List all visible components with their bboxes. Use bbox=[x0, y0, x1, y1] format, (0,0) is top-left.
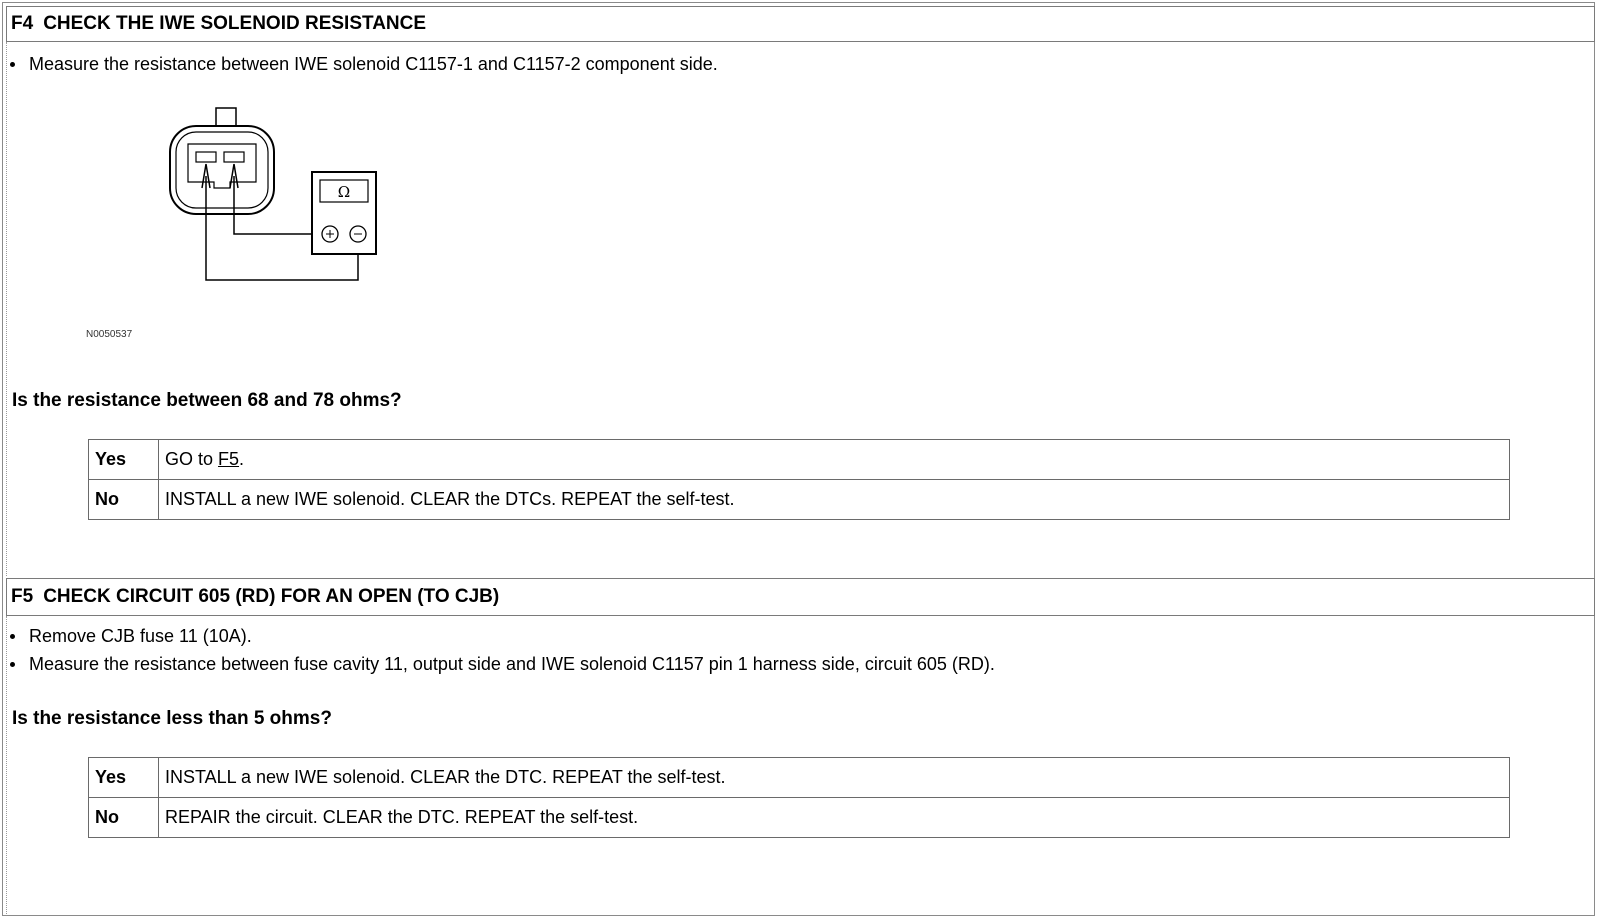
answer-row-yes bbox=[89, 758, 1510, 798]
no-label: No bbox=[89, 798, 159, 838]
f5-bullet-2-text: Measure the resistance between fuse cavity 11, output side and IWE solenoid C1157 pin 1 harness side, circuit 605 (RD). bbox=[29, 653, 995, 674]
no-label: No bbox=[89, 480, 159, 520]
figure-id: N0050537 bbox=[86, 329, 133, 340]
answer-row-yes bbox=[89, 440, 1510, 480]
bullet-dot bbox=[10, 634, 15, 639]
f4-step-number: F4 bbox=[11, 13, 34, 34]
f5-bullet-1 bbox=[10, 624, 252, 648]
resistance-measurement-diagram bbox=[160, 104, 390, 294]
pin-2 bbox=[224, 152, 244, 162]
f4-bullet-1-text: Measure the resistance between IWE solenoid C1157-1 and C1157-2 component side. bbox=[29, 53, 718, 74]
f5-left-rule bbox=[6, 616, 7, 914]
yes-action-suffix: . bbox=[239, 449, 245, 469]
f4-left-rule bbox=[6, 42, 7, 576]
ohm-symbol: Ω bbox=[337, 183, 351, 201]
yes-label: Yes bbox=[89, 440, 159, 480]
f5-bullet-1-text: Remove CJB fuse 11 (10A). bbox=[29, 625, 252, 646]
yes-action bbox=[159, 440, 1510, 480]
yes-action-text: GO to bbox=[165, 449, 219, 469]
bullet-dot bbox=[10, 62, 15, 67]
pin-1 bbox=[196, 152, 216, 162]
bullet-dot bbox=[10, 662, 15, 667]
f5-answer-table bbox=[88, 757, 1510, 838]
f5-question: Is the resistance less than 5 ohms? bbox=[12, 708, 332, 729]
f5-bullet-2 bbox=[10, 652, 995, 676]
yes-label: Yes bbox=[89, 758, 159, 798]
f4-title: CHECK THE IWE SOLENOID RESISTANCE bbox=[43, 13, 427, 34]
go-to-f5-link[interactable]: F5 bbox=[218, 449, 240, 469]
no-action: REPAIR the circuit. CLEAR the DTC. REPEAT the self-test. bbox=[159, 798, 1510, 838]
answer-row-no bbox=[89, 480, 1510, 520]
no-action: INSTALL a new IWE solenoid. CLEAR the DTCs. REPEAT the self-test. bbox=[159, 480, 1510, 520]
f5-title: CHECK CIRCUIT 605 (RD) FOR AN OPEN (TO CJB) bbox=[43, 586, 500, 607]
f4-answer-table bbox=[88, 439, 1510, 520]
f4-header bbox=[6, 6, 1595, 42]
yes-action: INSTALL a new IWE solenoid. CLEAR the DTC. REPEAT the self-test. bbox=[159, 758, 1510, 798]
connector-body bbox=[170, 126, 274, 214]
answer-row-no bbox=[89, 798, 1510, 838]
f5-header bbox=[6, 578, 1595, 616]
f4-question: Is the resistance between 68 and 78 ohms? bbox=[12, 390, 402, 411]
f4-bullet-1 bbox=[10, 52, 718, 76]
f5-step-number: F5 bbox=[11, 586, 34, 607]
